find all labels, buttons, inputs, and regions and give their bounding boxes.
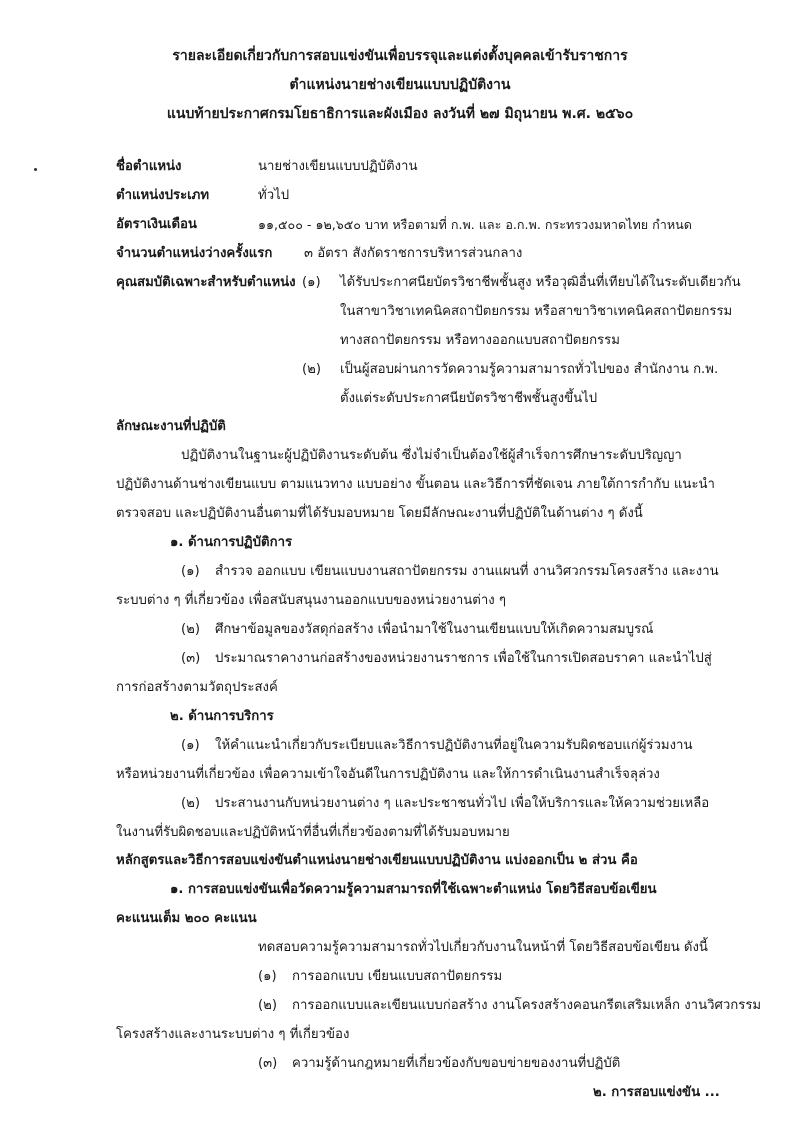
continued-marker: ๒. การสอบแข่งขัน ... bbox=[593, 1085, 720, 1100]
operations-item-3-cont: การก่อสร้างตามวัตถุประสงค์ bbox=[116, 680, 278, 695]
exam-item-3 bbox=[258, 1054, 620, 1074]
exam-part1-intro: ทดสอบความรู้ความสามารถทั่วไปเกี่ยวกับงานในหน้าที่ โดยวิธีสอบข้อเขียน ดังนี้ bbox=[258, 940, 708, 955]
field-value-vacancies: ๓ อัตรา สังกัดราชการบริหารส่วนกลาง bbox=[304, 246, 523, 261]
exam-heading: หลักสูตรและวิธีการสอบแข่งขันตำแหน่งนายช่างเขียนแบบปฏิบัติงาน แบ่งออกเป็น ๒ ส่วน คือ bbox=[116, 853, 638, 868]
item-number: (๒) bbox=[258, 998, 277, 1013]
operations-item-3 bbox=[181, 649, 712, 669]
field-label-position-type: ตำแหน่งประเภท bbox=[116, 188, 210, 203]
item-number: (๓) bbox=[181, 651, 201, 666]
job-nature-intro-line2: ปฏิบัติงานด้านช่างเขียนแบบ ตามแนวทาง แบบอย่าง ขั้นตอน และวิธีการที่ชัดเจน ภายใต้การกำกับ แนะนำ bbox=[116, 477, 715, 492]
item-text: ประมาณราคางานก่อสร้างของหน่วยงานราชการ เพื่อใช้ในการเปิดสอบราคา และนำไปสู่ bbox=[215, 651, 712, 666]
scan-speck bbox=[34, 168, 37, 171]
item-text: ศึกษาข้อมูลของวัสดุก่อสร้าง เพื่อนำมาใช้ในงานเขียนแบบให้เกิดความสมบูรณ์ bbox=[215, 622, 654, 637]
doc-title-line1: รายละเอียดเกี่ยวกับการสอบแข่งขันเพื่อบรรจุและแต่งตั้งบุคคลเข้ารับราชการ bbox=[172, 48, 628, 64]
operations-item-2 bbox=[181, 620, 653, 640]
field-label-position-name: ชื่อตำแหน่ง bbox=[116, 159, 182, 174]
job-nature-intro-line1: ปฏิบัติงานในฐานะผู้ปฏิบัติงานระดับต้น ซึ่งไม่จำเป็นต้องใช้ผู้สำเร็จการศึกษาระดับปริญญา bbox=[181, 448, 682, 463]
section-services-title: ๒. ด้านการบริการ bbox=[170, 709, 274, 724]
section-operations-title: ๑. ด้านการปฏิบัติการ bbox=[170, 535, 293, 550]
job-nature-heading: ลักษณะงานที่ปฏิบัติ bbox=[116, 419, 226, 434]
item-text: ความรู้ด้านกฎหมายที่เกี่ยวข้องกับขอบข่ายของงานที่ปฏิบัติ bbox=[292, 1056, 621, 1071]
services-item-1-cont: หรือหน่วยงานที่เกี่ยวข้อง เพื่อความเข้าใจอันดีในการปฏิบัติงาน และให้การดำเนินงานสำเร็จลุล่วง bbox=[116, 767, 660, 782]
qualification-2-line2: ตั้งแต่ระดับประกาศนียบัตรวิชาชีพชั้นสูงขึ้นไป bbox=[340, 391, 598, 406]
item-number: (๑) bbox=[181, 564, 200, 579]
services-item-2-cont: ในงานที่รับผิดชอบและปฏิบัติหน้าที่อื่นที่เกี่ยวข้องตามที่ได้รับมอบหมาย bbox=[116, 825, 510, 840]
services-item-1 bbox=[181, 736, 692, 756]
item-text: การออกแบบ เขียนแบบสถาปัตยกรรม bbox=[292, 969, 503, 984]
field-value-position-type: ทั่วไป bbox=[258, 188, 290, 203]
qualification-1-line1: ได้รับประกาศนียบัตรวิชาชีพชั้นสูง หรือวุฒิอื่นที่เทียบได้ในระดับเดียวกัน bbox=[340, 275, 741, 290]
qualification-1-number: (๑) bbox=[302, 275, 321, 290]
item-text: การออกแบบและเขียนแบบก่อสร้าง งานโครงสร้างคอนกรีตเสริมเหล็ก งานวิศวกรรม bbox=[292, 998, 762, 1013]
exam-item-2-cont: โครงสร้างและงานระบบต่าง ๆ ที่เกี่ยวข้อง bbox=[116, 1027, 350, 1042]
item-text: ประสานงานกับหน่วยงานต่าง ๆ และประชาชนทั่วไป เพื่อให้บริการและให้ความช่วยเหลือ bbox=[215, 796, 710, 811]
operations-item-1 bbox=[181, 562, 719, 582]
qualification-2-number: (๒) bbox=[302, 362, 321, 377]
item-number: (๑) bbox=[258, 969, 277, 984]
item-number: (๑) bbox=[181, 738, 200, 753]
exam-part1-line1: ๑. การสอบแข่งขันเพื่อวัดความรู้ความสามารถที่ใช้เฉพาะตำแหน่ง โดยวิธีสอบข้อเขียน bbox=[170, 882, 657, 897]
doc-title-line3: แนบท้ายประกาศกรมโยธาธิการและผังเมือง ลงวันที่ ๒๗ มิถุนายน พ.ศ. ๒๕๖๐ bbox=[166, 106, 634, 122]
doc-title-line2: ตำแหน่งนายช่างเขียนแบบปฏิบัติงาน bbox=[289, 77, 511, 93]
item-number: (๒) bbox=[181, 622, 200, 637]
qualifications-label: คุณสมบัติเฉพาะสำหรับตำแหน่ง bbox=[116, 275, 296, 290]
job-nature-intro-line3: ตรวจสอบ และปฏิบัติงานอื่นตามที่ได้รับมอบหมาย โดยมีลักษณะงานที่ปฏิบัติในด้านต่าง ๆ ดังนี้ bbox=[116, 506, 643, 521]
field-label-vacancies: จำนวนตำแหน่งว่างครั้งแรก bbox=[116, 246, 273, 261]
item-number: (๓) bbox=[258, 1056, 278, 1071]
exam-item-1 bbox=[258, 967, 502, 987]
item-text: สำรวจ ออกแบบ เขียนแบบงานสถาปัตยกรรม งานแผนที่ งานวิศวกรรมโครงสร้าง และงาน bbox=[215, 564, 719, 579]
field-value-position-name: นายช่างเขียนแบบปฏิบัติงาน bbox=[258, 159, 418, 174]
qualification-1-line3: ทางสถาปัตยกรรม หรือทางออกแบบสถาปัตยกรรม bbox=[340, 333, 620, 348]
services-item-2 bbox=[181, 794, 709, 814]
field-label-salary: อัตราเงินเดือน bbox=[116, 217, 197, 232]
field-value-salary: ๑๑,๕๐๐ - ๑๒,๖๕๐ บาท หรือตามที่ ก.พ. และ อ.ก.พ. กระทรวงมหาดไทย กำหนด bbox=[258, 217, 692, 232]
item-number: (๒) bbox=[181, 796, 200, 811]
qualification-2-line1: เป็นผู้สอบผ่านการวัดความรู้ความสามารถทั่วไปของ สำนักงาน ก.พ. bbox=[340, 362, 719, 377]
qualification-1-line2: ในสาขาวิชาเทคนิคสถาปัตยกรรม หรือสาขาวิชาเทคนิคสถาปัตยกรรม bbox=[340, 304, 733, 319]
operations-item-1-cont: ระบบต่าง ๆ ที่เกี่ยวข้อง เพื่อสนับสนุนงานออกแบบของหน่วยงานต่าง ๆ bbox=[116, 593, 506, 608]
item-text: ให้คำแนะนำเกี่ยวกับระเบียบและวิธีการปฏิบัติงานที่อยู่ในความรับผิดชอบแก่ผู้ร่วมงาน bbox=[215, 738, 693, 753]
exam-part1-line2: คะแนนเต็ม ๒๐๐ คะแนน bbox=[116, 911, 257, 926]
exam-item-2 bbox=[258, 996, 761, 1016]
